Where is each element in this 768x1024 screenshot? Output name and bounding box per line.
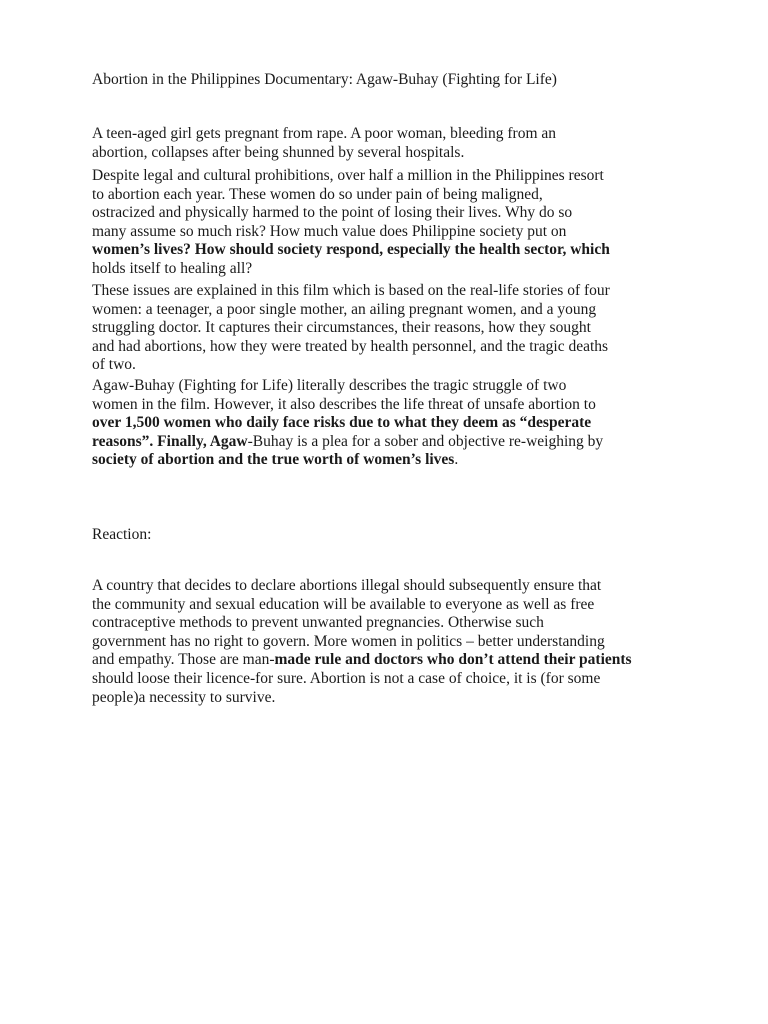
paragraph-film-stories (92, 282, 692, 375)
text-run: government has no right to govern. More women in politics – better understanding (92, 632, 605, 650)
text-line (92, 125, 692, 144)
text-run: should loose their licence-for sure. Abortion is not a case of choice, it is (for some (92, 669, 601, 687)
bold-text-run: women’s lives? How should society respond, especially the health sector, which (92, 241, 610, 259)
text-line (92, 689, 692, 708)
text-run: Agaw-Buhay (Fighting for Life) literally describes the tragic struggle of two (92, 377, 567, 394)
text-line (92, 577, 692, 596)
text-run: contraceptive methods to prevent unwanted pregnancies. Otherwise such (92, 614, 544, 632)
text-line (92, 204, 692, 223)
text-run: women in the film. However, it also describes the life threat of unsafe abortion to (92, 395, 596, 413)
paragraph-reaction (92, 577, 692, 707)
bold-text-run: made rule and doctors who don’t attend their patients (274, 651, 632, 669)
text-run: . (454, 451, 459, 469)
text-run: people)a necessity to survive. (92, 688, 276, 706)
text-run: many assume so much risk? How much value does Philippine society put on (92, 222, 567, 240)
text-line (92, 260, 692, 279)
text-line (92, 167, 692, 186)
text-line (92, 414, 692, 433)
bold-text-run: over 1,500 women who daily face risks due to what they deem as “desperate (92, 414, 592, 432)
paragraph-intro (92, 125, 692, 162)
text-run: and empathy. Those are man- (92, 651, 275, 669)
text-line (92, 377, 692, 396)
text-line (92, 614, 692, 633)
text-run: struggling doctor. It captures their circumstances, their reasons, how they sought (92, 319, 591, 337)
text-run: These issues are explained in this film which is based on the real-life stories of four (92, 282, 610, 299)
text-run: to abortion each year. These women do so under pain of being maligned, (92, 185, 543, 203)
text-line (92, 356, 692, 375)
text-line (92, 301, 692, 320)
text-line (92, 451, 692, 470)
text-line (92, 282, 692, 301)
text-line (92, 651, 692, 670)
text-run: holds itself to healing all? (92, 259, 253, 277)
text-line (92, 338, 692, 357)
text-run: abortion, collapses after being shunned by several hospitals. (92, 143, 465, 161)
text-line (92, 186, 692, 205)
text-line (92, 223, 692, 242)
document-title: Abortion in the Philippines Documentary: Agaw-Buhay (Fighting for Life) (92, 71, 557, 88)
reaction-heading: Reaction: (92, 526, 152, 543)
text-line (92, 396, 692, 415)
text-line (92, 241, 692, 260)
text-run: A country that decides to declare abortions illegal should subsequently ensure that (92, 577, 602, 594)
text-line (92, 144, 692, 163)
bold-text-run: reasons”. Finally, Agaw (92, 432, 248, 450)
text-run: ostracized and physically harmed to the point of losing their lives. Why do so (92, 204, 573, 222)
paragraph-film-meaning (92, 377, 692, 470)
text-line (92, 670, 692, 689)
paragraph-prohibitions (92, 167, 692, 279)
text-run: the community and sexual education will be available to everyone as well as free (92, 595, 595, 613)
text-run: of two. (92, 356, 136, 374)
text-run: women: a teenager, a poor single mother, an ailing pregnant women, and a young (92, 300, 597, 318)
text-line (92, 633, 692, 652)
bold-text-run: society of abortion and the true worth of women’s lives (92, 451, 455, 469)
text-run: Despite legal and cultural prohibitions, over half a million in the Philippines resort (92, 167, 604, 184)
text-line (92, 596, 692, 615)
text-run: A teen-aged girl gets pregnant from rape. A poor woman, bleeding from an (92, 125, 557, 142)
text-line (92, 433, 692, 452)
text-run: and had abortions, how they were treated by health personnel, and the tragic deaths (92, 337, 609, 355)
text-run: -Buhay is a plea for a sober and objective re-weighing by (247, 432, 604, 450)
text-line (92, 319, 692, 338)
